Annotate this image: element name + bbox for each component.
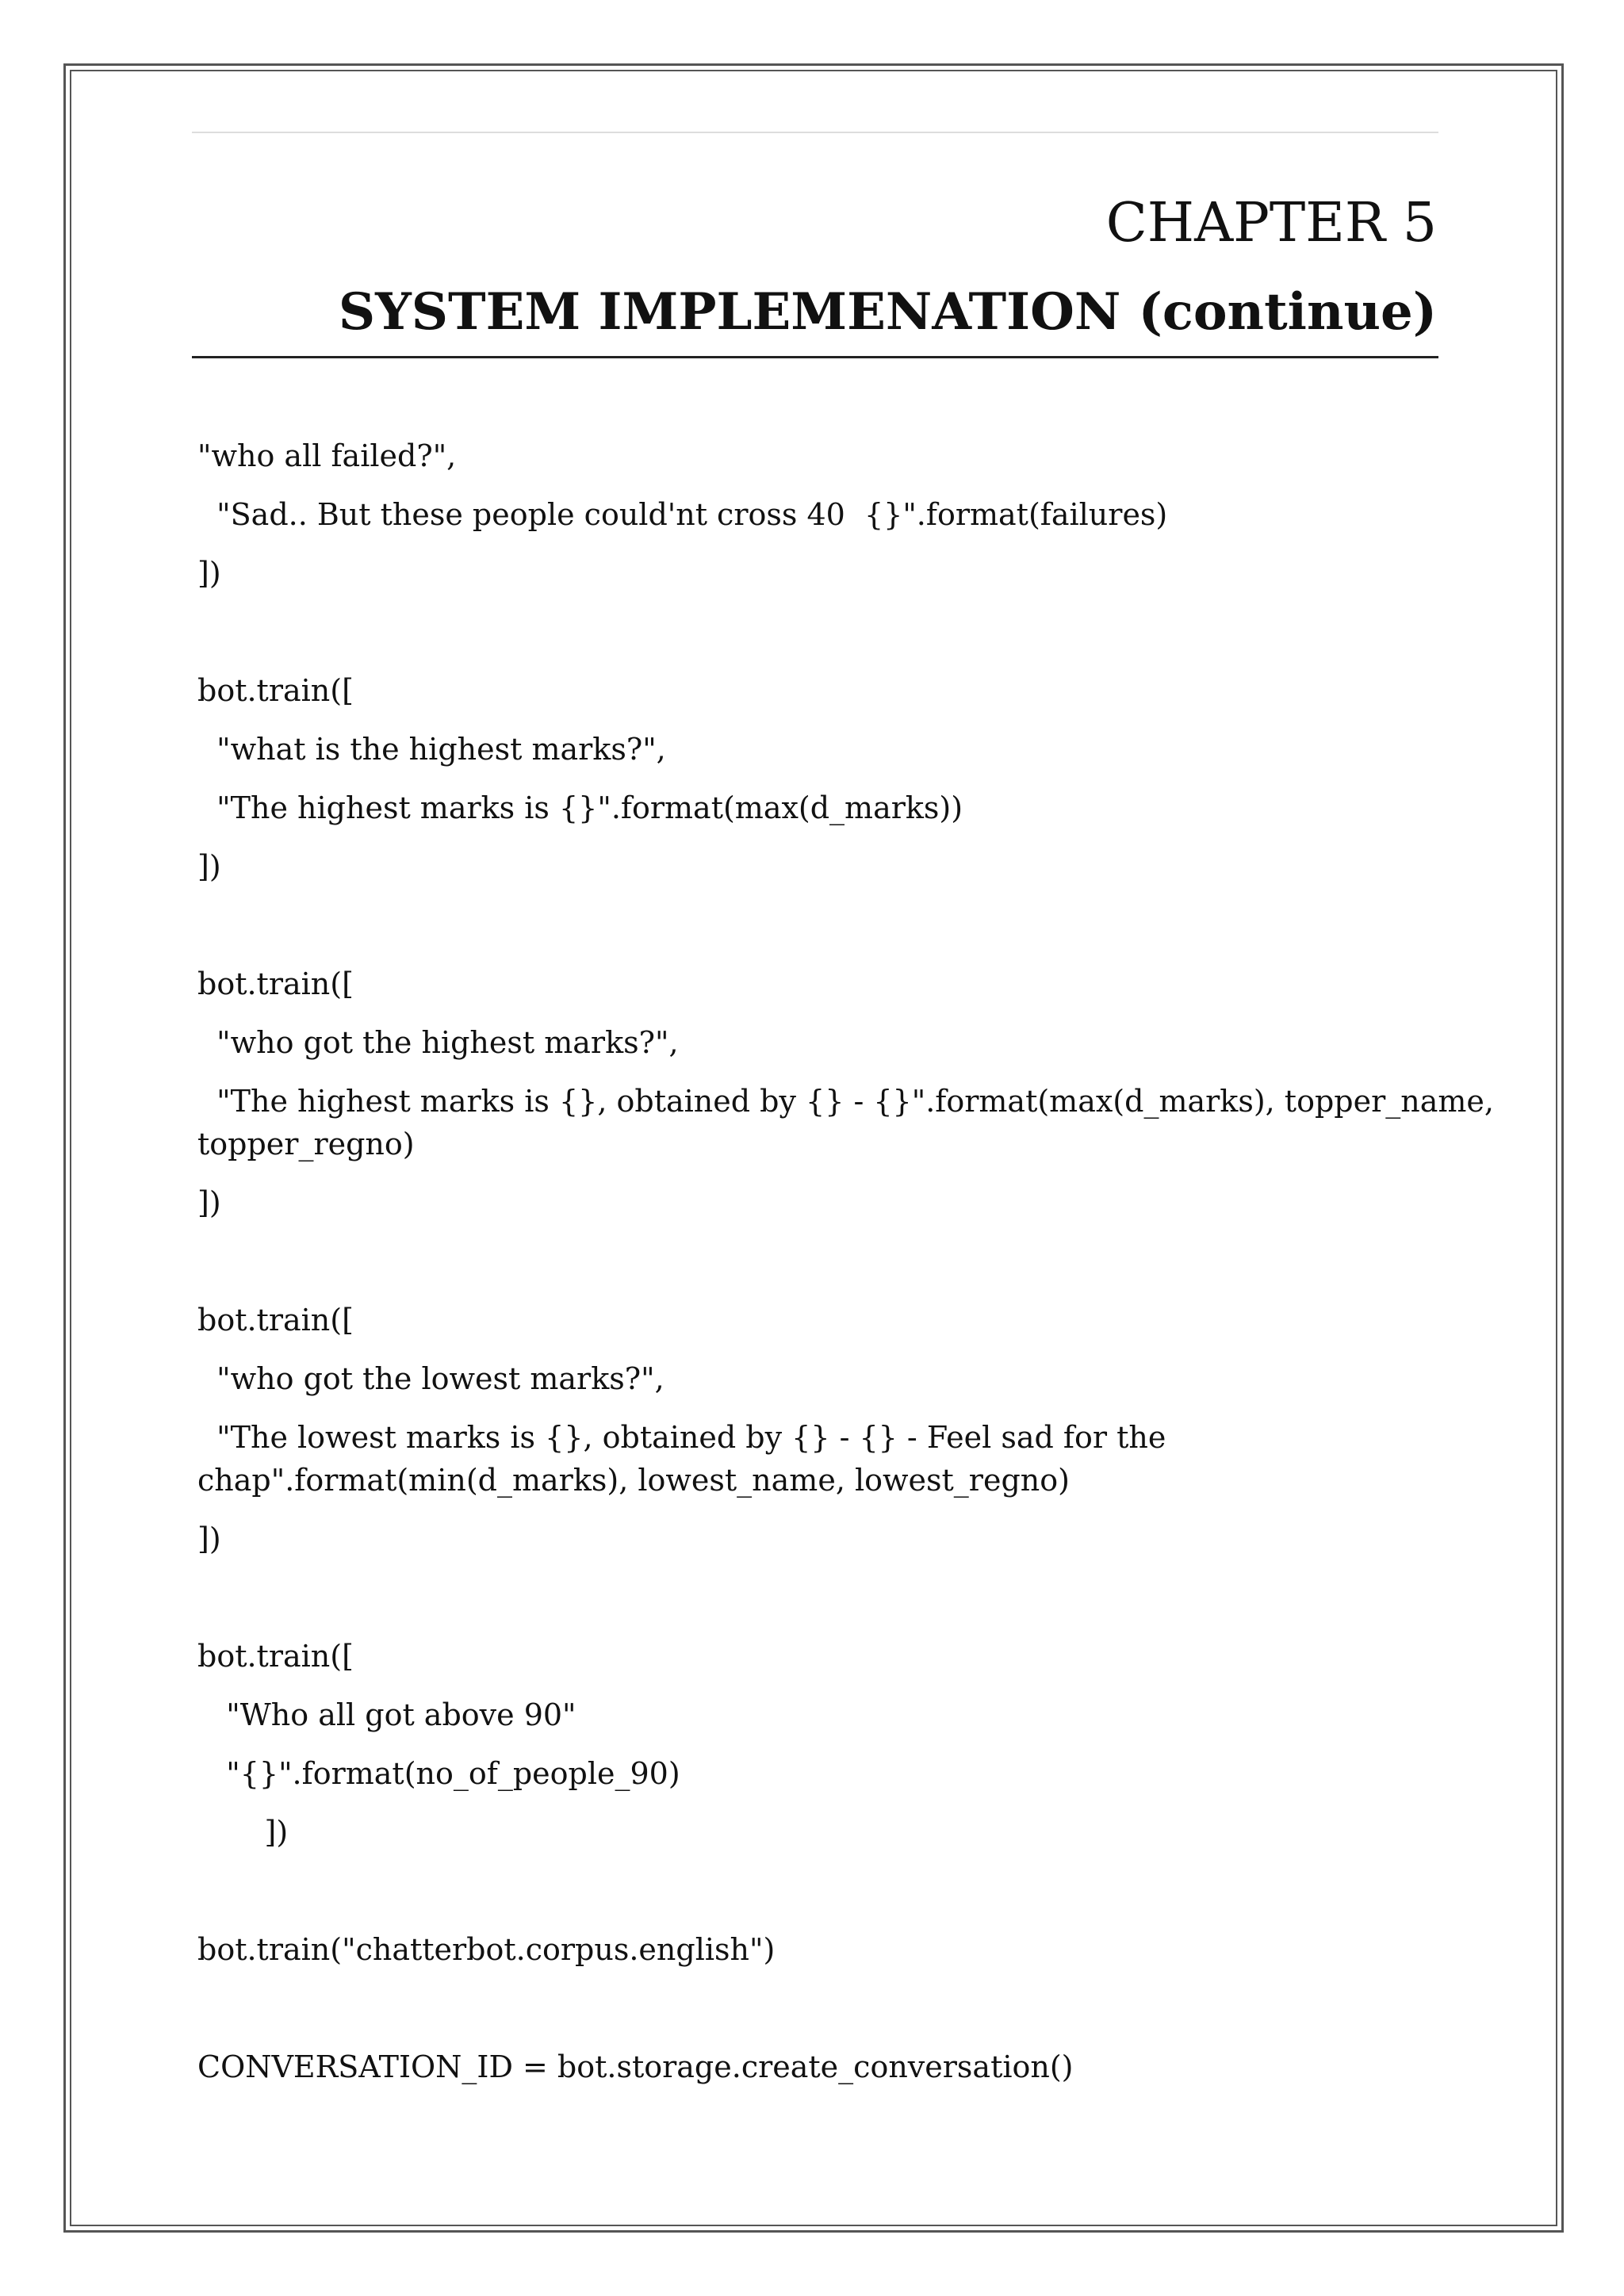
header-divider (192, 132, 1438, 133)
code-line: ]) (197, 1521, 221, 1556)
code-line: ]) (197, 556, 221, 591)
code-line-blank (197, 610, 1434, 669)
code-line: "The highest marks is {}".format(max(d_marks)) (197, 790, 963, 825)
code-line: bot.train([ (197, 1639, 354, 1674)
code-line: "who all failed?", (197, 438, 457, 473)
code-line: bot.train([ (197, 673, 354, 708)
title-underline (192, 356, 1438, 358)
code-line: bot.train([ (197, 1303, 354, 1337)
code-line: chap".format(min(d_marks), lowest_name, lowest_regno) (197, 1463, 1070, 1498)
code-line: "Who all got above 90" (197, 1697, 576, 1732)
code-line: ]) (197, 1815, 289, 1850)
code-line-blank (197, 1987, 1434, 2045)
code-line-blank (197, 904, 1434, 962)
code-line: bot.train("chatterbot.corpus.english") (197, 1932, 776, 1967)
code-line: "{}".format(no_of_people_90) (197, 1756, 680, 1791)
code-line-blank (197, 1240, 1434, 1299)
code-listing (197, 434, 1494, 2104)
code-line: "who got the highest marks?", (197, 1025, 679, 1060)
code-line: ]) (197, 849, 221, 884)
code-line: "The lowest marks is {}, obtained by {} - {} - Feel sad for the (197, 1420, 1166, 1455)
code-line: CONVERSATION_ID = bot.storage.create_conversation() (197, 2049, 1074, 2084)
code-line: "The highest marks is {}, obtained by {} - {}".format(max(d_marks), topper_name, (197, 1084, 1494, 1119)
code-line-blank (197, 1576, 1434, 1635)
code-line: bot.train([ (197, 966, 354, 1001)
code-line: ]) (197, 1185, 221, 1220)
code-line: "what is the highest marks?", (197, 732, 666, 767)
chapter-title: SYSTEM IMPLEMENATION (continue) (338, 282, 1437, 342)
chapter-number: CHAPTER 5 (1105, 192, 1437, 254)
code-line-blank (197, 1869, 1434, 1928)
code-line: "who got the lowest marks?", (197, 1361, 665, 1396)
code-line: "Sad.. But these people could'nt cross 40 {}".format(failures) (197, 497, 1168, 532)
code-line: topper_regno) (197, 1127, 415, 1161)
